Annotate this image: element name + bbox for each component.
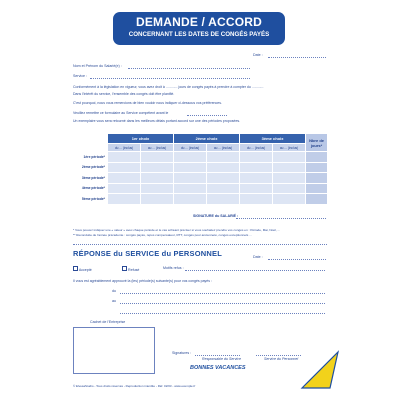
choice-header-1: 1er choix xyxy=(108,134,174,144)
table-cell[interactable] xyxy=(207,194,240,205)
employee-name-field[interactable] xyxy=(128,68,250,69)
table-cell[interactable] xyxy=(141,152,174,163)
table-cell[interactable] xyxy=(174,152,207,163)
table-cell[interactable] xyxy=(108,173,141,184)
company-stamp-box[interactable] xyxy=(73,327,155,374)
period-label: 4ème période* xyxy=(72,183,108,194)
table-cell[interactable] xyxy=(108,162,141,173)
approval-to-label: au xyxy=(112,299,116,303)
table-row xyxy=(72,183,328,194)
table-cell[interactable] xyxy=(207,173,240,184)
title-banner xyxy=(113,12,285,45)
days-count-header: Nbre de jours* xyxy=(306,134,328,152)
section-divider xyxy=(73,244,327,245)
table-cell[interactable] xyxy=(240,162,273,173)
hr-signature-caption: Service du Personnel xyxy=(264,357,299,361)
table-cell[interactable] xyxy=(108,183,141,194)
approval-from-label: du xyxy=(112,289,116,293)
table-row xyxy=(72,162,328,173)
table-cell[interactable] xyxy=(174,173,207,184)
table-cell[interactable] xyxy=(207,183,240,194)
table-row xyxy=(72,152,328,163)
company-stamp-label: Cachet de l'Entreprise xyxy=(90,320,126,324)
sub-header-au: au ... (inclus) xyxy=(273,144,306,152)
intro-paragraph-1: Conformément à la législation en vigueur, vous avez droit à ............ jours de congés payés à prendre à compter du ............ xyxy=(73,85,264,89)
table-cell[interactable] xyxy=(174,162,207,173)
table-cell[interactable] xyxy=(174,183,207,194)
page-title: DEMANDE / ACCORD xyxy=(135,15,263,29)
table-cell[interactable] xyxy=(273,152,306,163)
leave-periods-table xyxy=(71,133,328,205)
footnote-1: * Vous pouvez indiquer une « valeur » avec chaque période et le cas échéant préciser si vous souhaitez prendre vos congés en : Période, Mai, Noël, ... xyxy=(73,228,281,232)
table-row xyxy=(72,194,328,205)
choice-header-3: 3ème choix xyxy=(240,134,306,144)
table-cell[interactable] xyxy=(240,194,273,205)
days-cell[interactable] xyxy=(306,152,328,163)
date-field[interactable] xyxy=(268,57,326,58)
intro-paragraph-2: Dans l'intérêt du service, l'ensemble des congés doit être planifié. xyxy=(73,92,175,96)
signatures-label: Signatures : xyxy=(172,351,192,355)
period-label: 5ème période* xyxy=(72,194,108,205)
deadline-field[interactable] xyxy=(187,115,227,116)
footnote-2: ** Reconduite de l'année précédente : congés payés, repos compensateur, RTT, congés pour ancienneté, congés exceptionnels ... xyxy=(73,233,252,237)
table-corner xyxy=(72,134,108,144)
approval-extra-field[interactable] xyxy=(120,313,325,314)
intro-paragraph-5: Un exemplaire vous sera retourné dans les meilleurs délais portant accord sur une des périodes proposées. xyxy=(73,119,241,123)
table-cell[interactable] xyxy=(207,162,240,173)
approval-from-field[interactable] xyxy=(120,293,325,294)
table-cell[interactable] xyxy=(273,173,306,184)
intro-paragraph-4: Veuillez remettre ce formulaire au Service compétent avant le xyxy=(73,111,169,115)
table-cell[interactable] xyxy=(273,183,306,194)
table-cell[interactable] xyxy=(108,152,141,163)
date-label: Date : xyxy=(253,53,263,57)
days-cell[interactable] xyxy=(306,183,328,194)
service-field[interactable] xyxy=(90,78,250,79)
choice-header-2: 2ème choix xyxy=(174,134,240,144)
employee-signature-label: SIGNATURE du SALARIÉ : xyxy=(193,214,239,218)
table-row xyxy=(72,173,328,184)
period-label: 3ème période* xyxy=(72,173,108,184)
refuse-label: Refusé xyxy=(128,268,140,272)
page-subtitle: CONCERNANT LES DATES DE CONGÉS PAYÉS xyxy=(128,31,270,38)
refusal-reason-field[interactable] xyxy=(185,270,325,271)
accept-label: Accepté xyxy=(78,268,92,272)
sub-header-du: du ... (inclus) xyxy=(108,144,141,152)
table-cell[interactable] xyxy=(141,162,174,173)
table-cell[interactable] xyxy=(207,152,240,163)
hr-signature-field[interactable] xyxy=(256,355,301,356)
table-cell[interactable] xyxy=(141,183,174,194)
response-title: RÉPONSE du SERVICE du PERSONNEL xyxy=(73,249,223,258)
table-cell[interactable] xyxy=(240,173,273,184)
period-label: 1ère période* xyxy=(72,152,108,163)
period-label: 2ème période* xyxy=(72,162,108,173)
manager-signature-field[interactable] xyxy=(195,355,240,356)
brand-logo-icon xyxy=(300,350,340,390)
manager-signature-caption: Responsable du Service xyxy=(202,357,241,361)
accept-option[interactable] xyxy=(73,266,92,273)
days-cell[interactable] xyxy=(306,162,328,173)
table-cell[interactable] xyxy=(174,194,207,205)
refuse-checkbox[interactable] xyxy=(122,266,127,271)
footer-text: © ElvesaStudio - Tous droits réservés - Reproduction interdite - Réf. 02/03 - www.exemple.fr xyxy=(73,384,196,388)
table-cell[interactable] xyxy=(141,173,174,184)
intro-paragraph-3: C'est pourquoi, nous vous remercions de bien vouloir nous indiquer ci-dessous vos préférences. xyxy=(73,101,222,105)
approval-to-field[interactable] xyxy=(120,303,325,304)
service-label: Service : xyxy=(73,74,87,78)
refuse-option[interactable] xyxy=(122,266,139,273)
days-cell[interactable] xyxy=(306,194,328,205)
response-date-label: Date : xyxy=(253,255,263,259)
sub-header-du: du ... (inclus) xyxy=(174,144,207,152)
table-cell[interactable] xyxy=(273,162,306,173)
refusal-reason-label: Motifs refus : xyxy=(163,266,184,270)
response-date-field[interactable] xyxy=(268,259,326,260)
employee-signature-field[interactable] xyxy=(236,218,326,219)
accept-checkbox[interactable] xyxy=(73,266,78,271)
table-cell[interactable] xyxy=(141,194,174,205)
table-cell[interactable] xyxy=(240,152,273,163)
approval-intro: Il vous est agréablement approuvé la (les) période(s) suivante(s) pour vos congés payés : xyxy=(73,279,212,283)
sub-header-au: au ... (inclus) xyxy=(207,144,240,152)
closing-message: BONNES VACANCES xyxy=(190,365,246,371)
table-cell[interactable] xyxy=(273,194,306,205)
sub-header-au: au ... (inclus) xyxy=(141,144,174,152)
table-cell[interactable] xyxy=(108,194,141,205)
table-cell[interactable] xyxy=(240,183,273,194)
days-cell[interactable] xyxy=(306,173,328,184)
sub-header-du: du ... (inclus) xyxy=(240,144,273,152)
employee-name-label: Nom et Prénom du Salarié(e) : xyxy=(73,64,122,68)
